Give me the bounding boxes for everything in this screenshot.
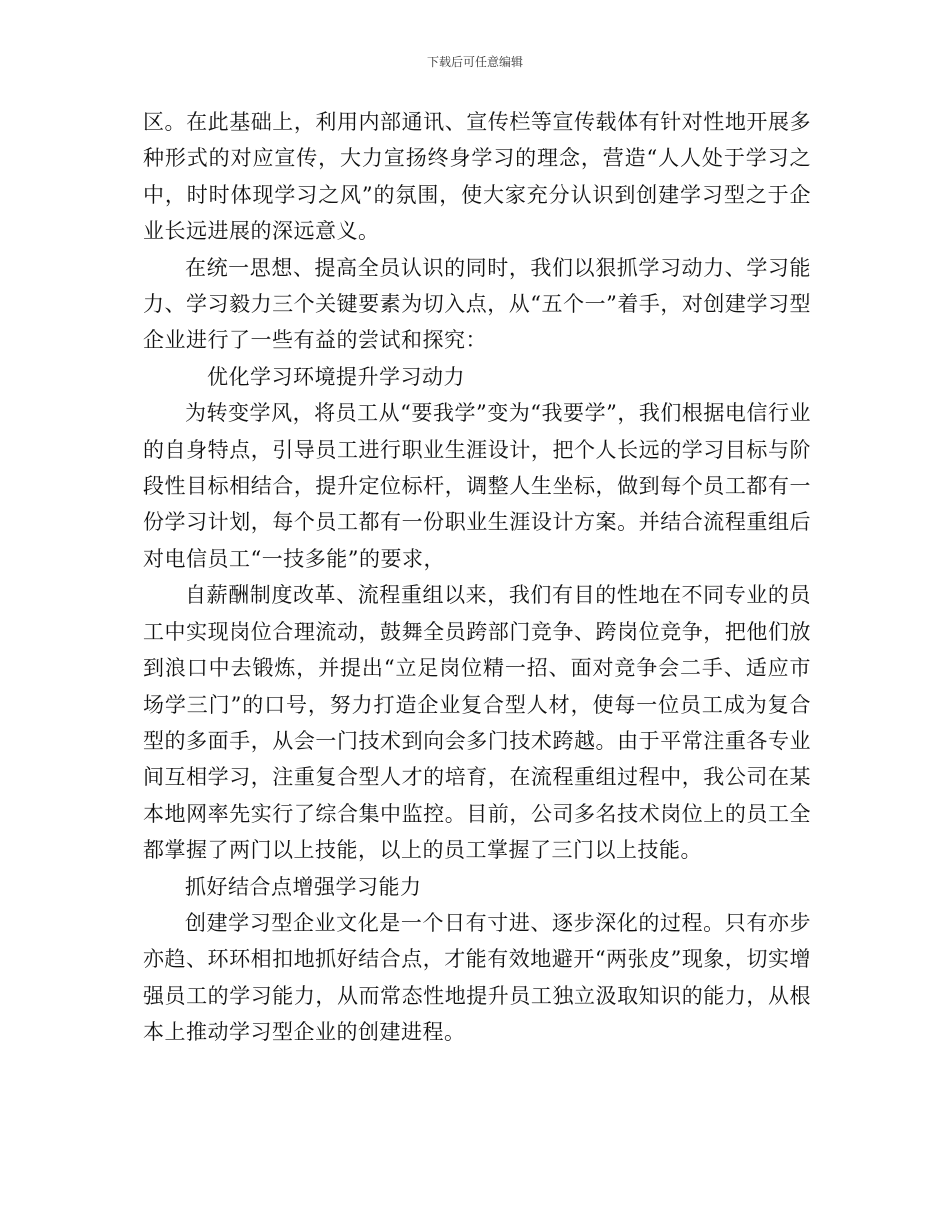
paragraph: 自薪酬制度改革、流程重组以来，我们有目的性地在不同专业的员工中实现岗位合理流动，鼓舞全员跨部门竞争、跨岗位竞争，把他们放到浪口中去锻炼，并提出“立足岗位精一招、面对竞争会二手、适应市场学三门”的口号，努力打造企业复合型人材，使每一位员工成为复合型的多面手，从会一门技术到向会多门技术跨越。由于平常注重各专业间互相学习，注重复合型人才的培育，在流程重组过程中，我公司在某本地网率先实行了综合集中监控。目前，公司多名技术岗位上的员工全都掌握了两门以上技能，以上的员工掌握了三门以上技能。 xyxy=(143,583,811,863)
paragraph: 为转变学风，将员工从“要我学”变为“我要学”，我们根据电信行业的自身特点，引导员工进行职业生涯设计，把个人长远的学习目标与阶段性目标相结合，提升定位标杆，调整人生坐标，做到每个员工都有一份学习计划，每个员工都有一份职业生涯设计方案。并结合流程重组后对电信员工“一技多能”的要求， xyxy=(143,401,811,571)
document-body xyxy=(143,104,811,1051)
paragraph: 区。在此基础上，利用内部通讯、宣传栏等宣传载体有针对性地开展多种形式的对应宣传，大力宣扬终身学习的理念，营造“人人处于学习之中，时时体现学习之风”的氛围，使大家充分认识到创建学习型之于企业长远进展的深远意义。 xyxy=(143,110,811,244)
paragraph: 创建学习型企业文化是一个日有寸进、逐步深化的过程。只有亦步亦趋、环环相扣地抓好结合点，才能有效地避开“两张皮”现象，切实增强员工的学习能力，从而常态性地提升员工独立汲取知识的能力，从根本上推动学习型企业的创建进程。 xyxy=(143,910,811,1045)
section-heading: 优化学习环境提升学习动力 xyxy=(207,364,465,389)
page-header: 下载后可任意编辑 xyxy=(426,55,523,69)
section-heading: 抓好结合点增强学习能力 xyxy=(185,874,422,899)
paragraph: 在统一思想、提高全员认识的同时，我们以狠抓学习动力、学习能力、学习毅力三个关键要素为切入点，从“五个一”着手，对创建学习型企业进行了一些有益的尝试和探究： xyxy=(143,255,811,353)
